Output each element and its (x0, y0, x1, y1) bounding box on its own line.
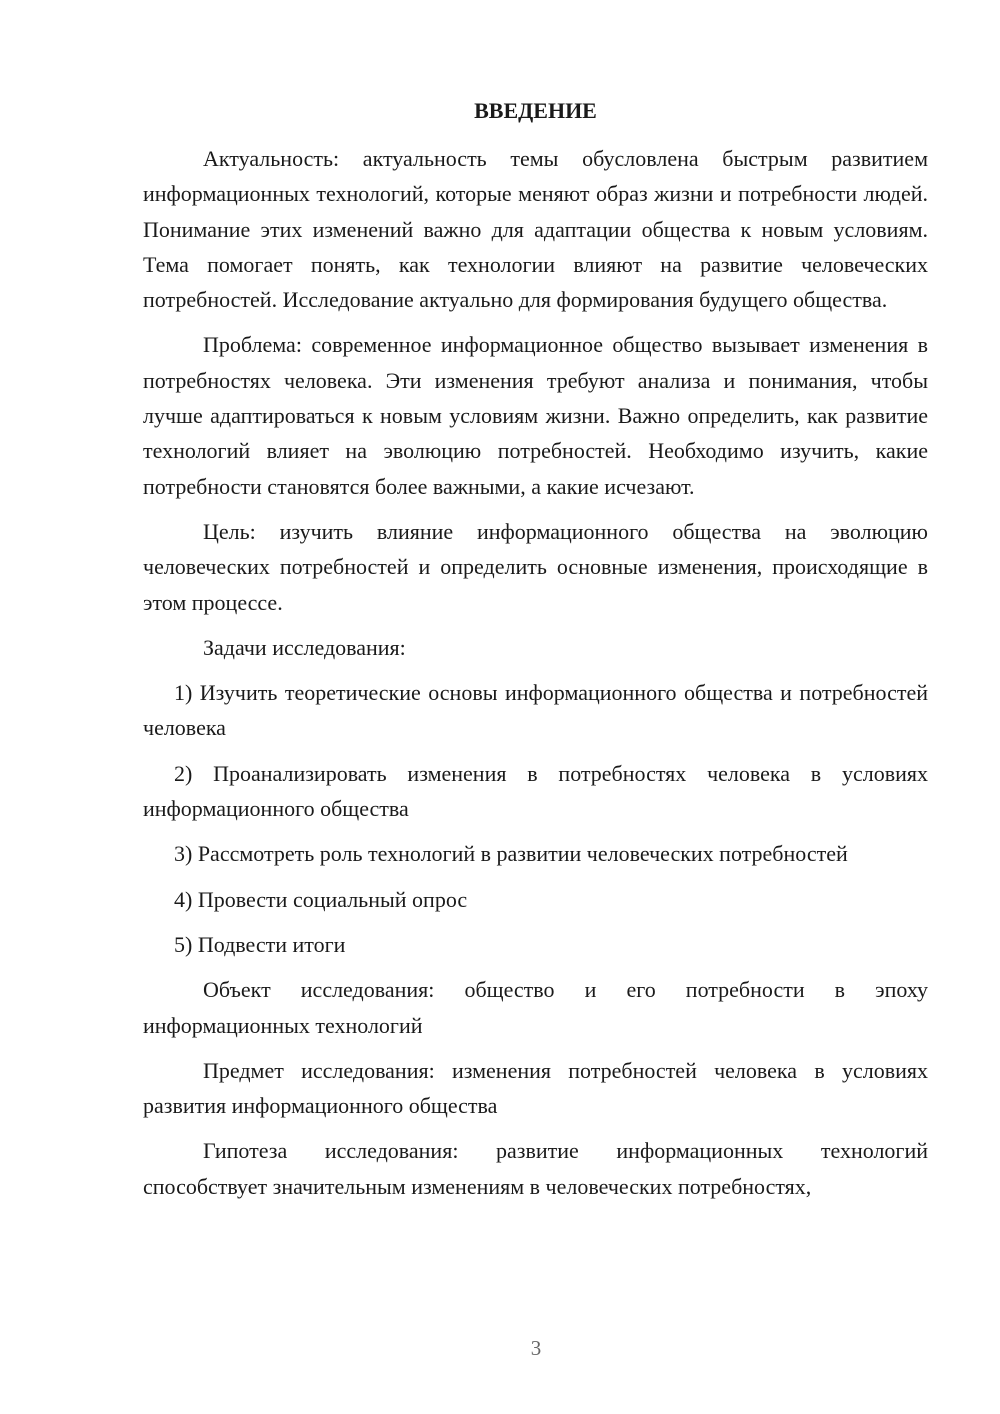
subject-paragraph: Предмет исследования: изменения потребностей человека в условиях развития информационного общества (143, 1057, 928, 1119)
object-paragraph: Объект исследования: общество и его потребности в эпоху информационных технологий (143, 977, 928, 1038)
page-number: 3 (530, 1336, 542, 1360)
page-heading: ВВЕДЕНИЕ (474, 98, 597, 123)
task-item-3: 3) Рассмотреть роль технологий в развитии человеческих потребностей (174, 841, 848, 867)
task-item-5: 5) Подвести итоги (174, 931, 346, 957)
task-item-1: 1) Изучить теоретические основы информационного общества и потребностей человека (143, 680, 928, 741)
goal-paragraph: Цель: изучить влияние информационного общества на эволюцию человеческих потребностей и определить основные изменения, происходящие в этом процессе. (143, 518, 928, 615)
document-body (143, 141, 928, 1214)
problem-paragraph: Проблема: современное информационное общество вызывает изменения в потребностях человека. Эти изменения требуют анализа и понимания, чтобы лучше адаптироваться к новым условиям жизни. Важно определить, как развитие технологий влияет на эволюцию потребностей. Необходимо изучить, какие потребности становятся более важными, а какие исчезают. (143, 332, 928, 499)
tasks-title: Задачи исследования: (203, 634, 406, 660)
task-item-4: 4) Провести социальный опрос (174, 886, 468, 912)
hypothesis-paragraph: Гипотеза исследования: развитие информационных технологий способствует значительным изменениям в человеческих потребностях, (143, 1138, 928, 1199)
task-item-2: 2) Проанализировать изменения в потребностях человека в условиях информационного общества (143, 760, 928, 822)
relevance-paragraph: Актуальность: актуальность темы обусловлена быстрым развитием информационных технологий, которые меняют образ жизни и потребности людей. Понимание этих изменений важно для адаптации общества к новым условиям. Тема помогает понять, как технологии влияют на развитие человеческих потребностей. Исследование актуально для формирования будущего общества. (143, 146, 928, 313)
